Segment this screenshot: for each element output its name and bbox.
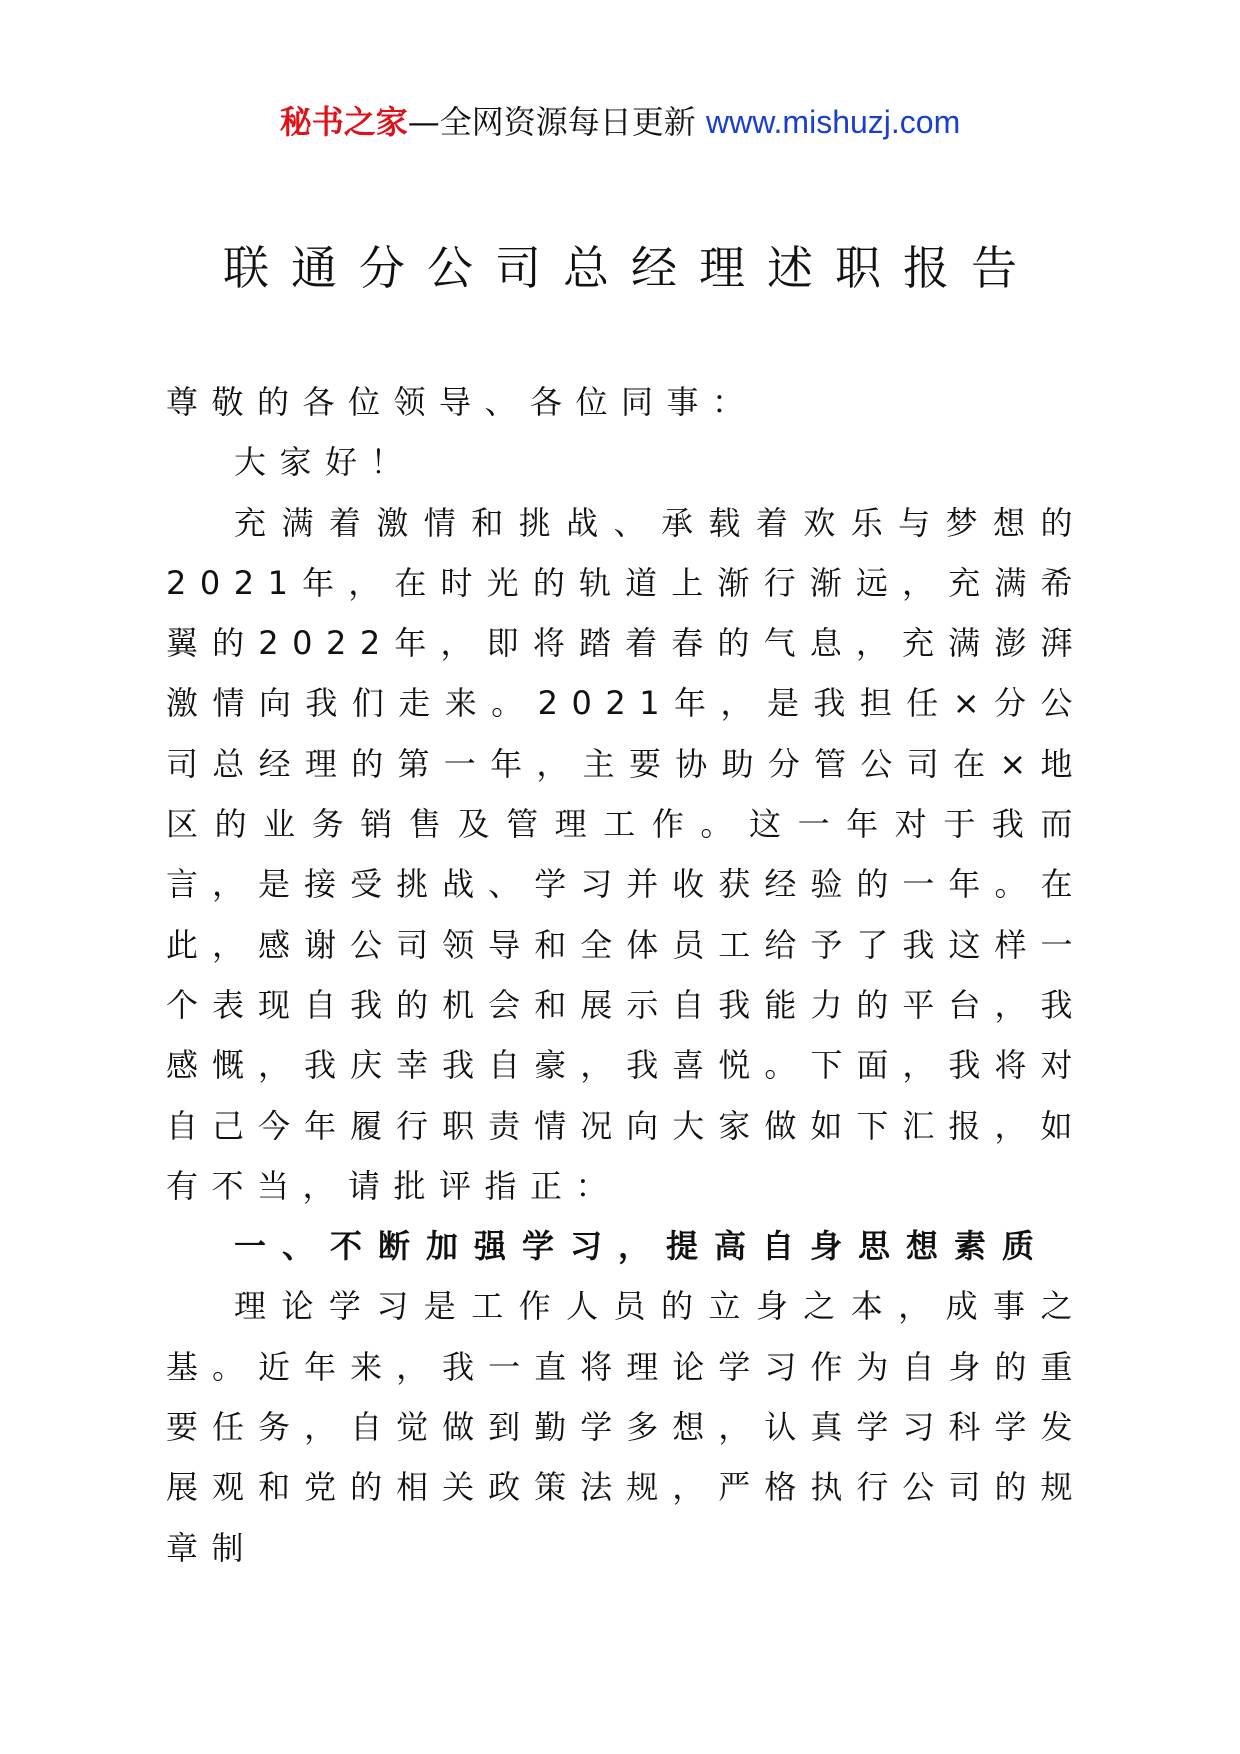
section-heading-1: 一、不断加强学习，提高自身思想素质 — [234, 1227, 1051, 1266]
page-header — [0, 102, 1240, 142]
document-title: 联通分公司总经理述职报告 — [223, 241, 1039, 295]
header-tagline: —全网资源每日更新 — [407, 103, 696, 141]
document-body — [166, 372, 1086, 1578]
paragraph-intro: 充满着激情和挑战、承载着欢乐与梦想的2021年，在时光的轨道上渐行渐远，充满希翼的2022年，即将踏着春的气息，充满澎湃激情向我们走来。2021年，是我担任×分公司总经理的第一年，主要协助分管公司在×地区的业务销售及管理工作。这一年对于我而言，是接受挑战、学习并收获经验的一年。在此，感谢公司领导和全体员工给予了我这样一个表现自我的机会和展示自我能力的平台，我感慨，我庆幸我自豪，我喜悦。下面，我将对自己今年履行职责情况向大家做如下汇报，如有不当，请批评指正： — [166, 503, 1086, 1205]
paragraph-study: 理论学习是工作人员的立身之本，成事之基。近年来，我一直将理论学习作为自身的重要任务，自觉做到勤学多想，认真学习科学发展观和党的相关政策法规，严格执行公司的规章制 — [166, 1287, 1086, 1567]
greeting: 大家好！ — [234, 443, 417, 482]
brand-name: 秘书之家 — [279, 103, 408, 141]
site-url-link[interactable]: www.mishuzj.com — [705, 104, 961, 140]
salutation: 尊敬的各位领导、各位同事： — [166, 383, 758, 421]
